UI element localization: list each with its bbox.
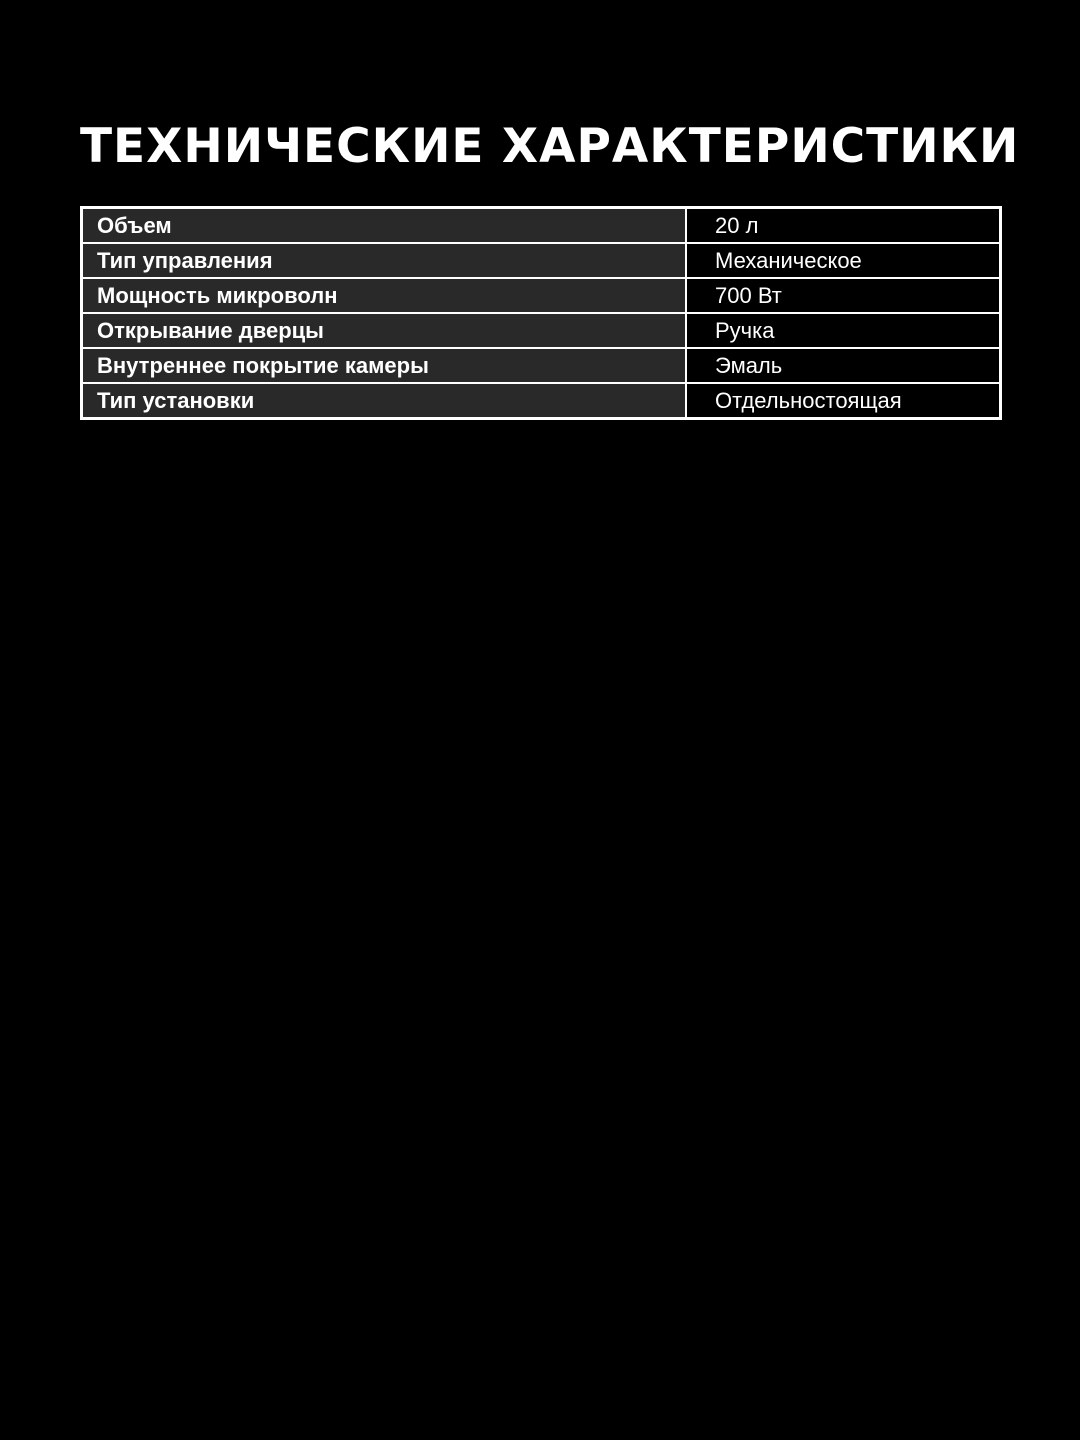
spec-value-control-type: Механическое [686,243,1001,278]
spec-name-installation-type: Тип установки [82,383,687,419]
spec-name-door-opening: Открывание дверцы [82,313,687,348]
spec-name-volume: Объем [82,208,687,244]
spec-value-microwave-power: 700 Вт [686,278,1001,313]
specifications-table [80,206,1002,420]
table-row [82,208,1001,244]
spec-name-interior-coating: Внутреннее покрытие камеры [82,348,687,383]
page-title: ТЕХНИЧЕСКИЕ ХАРАКТЕРИСТИКИ [80,119,1020,174]
table-row [82,348,1001,383]
spec-value-door-opening: Ручка [686,313,1001,348]
spec-name-control-type: Тип управления [82,243,687,278]
table-row [82,313,1001,348]
table-row [82,383,1001,419]
spec-value-installation-type: Отдельностоящая [686,383,1001,419]
table-row [82,278,1001,313]
spec-name-microwave-power: Мощность микроволн [82,278,687,313]
spec-value-volume: 20 л [686,208,1001,244]
table-row [82,243,1001,278]
spec-value-interior-coating: Эмаль [686,348,1001,383]
